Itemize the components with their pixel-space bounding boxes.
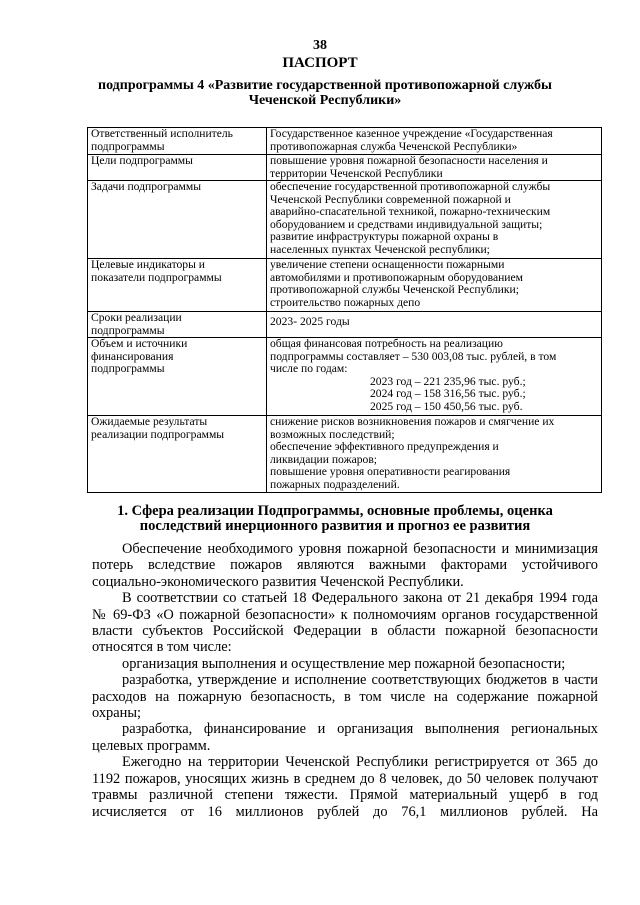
subtitle-line: Чеченской Республики» (248, 93, 402, 108)
value-line: Чеченской Республики современной пожарной и (270, 192, 511, 206)
funding-year-line: 2025 год – 150 450,56 тыс. руб. (370, 399, 523, 413)
label-line: подпрограммы (91, 139, 165, 153)
value-line: пожарных подразделений. (270, 477, 400, 491)
table-row (88, 416, 602, 493)
label-line: финансирования (91, 349, 174, 363)
value-line: аварийно-спасательной техникой, пожарно-техническим (270, 205, 551, 218)
row-value (267, 416, 602, 493)
label-line: Задачи подпрограммы (91, 180, 201, 193)
funding-year-line: 2023 год – 221 235,96 тыс. руб.; (370, 374, 526, 388)
paragraph: организация выполнения и осуществление мер пожарной безопасности; (122, 655, 566, 672)
passport-table (87, 127, 602, 493)
heading-line: 1. Сфера реализации Подпрограммы, основные проблемы, оценка (117, 503, 553, 519)
section-body (92, 541, 598, 820)
table-row (88, 128, 602, 155)
value-line: автомобилями и противопожарным оборудованием (270, 270, 523, 284)
label-line: Объем и источники (91, 337, 188, 350)
section-heading (95, 504, 575, 534)
label-line: реализации подпрограммы (91, 427, 225, 441)
row-value (267, 128, 602, 155)
row-value (267, 338, 602, 416)
label-line: Сроки реализации (91, 311, 182, 324)
value-line: повышение уровня пожарной безопасности населения и (270, 154, 548, 167)
value-line: общая финансовая потребность на реализацию (270, 337, 503, 350)
value-line: обеспечение государственной противопожарной службы (270, 180, 551, 193)
value-line: противопожарная служба Чеченской Республики» (270, 139, 518, 153)
row-label (88, 155, 267, 181)
value-line: обеспечение эффективного предупреждения и (270, 440, 499, 453)
value-line: Государственное казенное учреждение «Государственная (270, 127, 553, 140)
table-row (88, 155, 602, 181)
label-line: подпрограммы (91, 362, 165, 375)
row-label (88, 259, 267, 312)
value-line: развитие инфраструктуры пожарной охраны в (270, 230, 499, 243)
row-value (267, 312, 602, 338)
row-value (267, 259, 602, 312)
row-label (88, 416, 267, 493)
value-line: повышение уровня оперативности реагирования (270, 465, 511, 478)
value-line: населенных пунктах Чеченской республики; (270, 242, 490, 256)
value-line: ликвидации пожаров; (270, 452, 378, 466)
funding-year-line: 2024 год – 158 316,56 тыс. руб.; (370, 387, 526, 400)
subtitle-line: подпрограммы 4 «Развитие государственной противопожарной службы (98, 78, 552, 93)
page-number: 38 (313, 38, 327, 53)
paragraph: Ежегодно на территории Чеченской Республики регистрируется от 365 до 1192 пожаров, уносящих жизнь в среднем до 8 человек, до 50 человек получают травмы различной степени тяжести. Прямой материальный ущерб в год исчисляется от 16 миллионов рублей до 76,1 миллионов рублей. На (92, 754, 598, 820)
row-label (88, 338, 267, 416)
label-line: Цели подпрограммы (91, 154, 193, 167)
value-line: подпрограммы составляет – 530 003,08 тыс. рублей, в том (270, 349, 557, 363)
label-line: показатели подпрограммы (91, 270, 222, 284)
row-label (88, 312, 267, 338)
value-line: 2023- 2025 годы (270, 315, 350, 328)
value-line: территории Чеченской Республики (270, 166, 443, 180)
table-row (88, 338, 602, 416)
value-line: числе по годам: (270, 362, 348, 375)
value-line: увеличение степени оснащенности пожарными (270, 258, 505, 271)
table-row (88, 181, 602, 259)
document-subtitle (90, 78, 560, 108)
table-row (88, 259, 602, 312)
paragraph: В соответствии со статьей 18 Федерального закона от 21 декабря 1994 года № 69-ФЗ «О пожарной безопасности» к полномочиям органов государственной власти субъектов Российской Федерации в области пожарной безопасности относятся в том числе: (92, 590, 598, 656)
row-label (88, 128, 267, 155)
value-line: возможных последствий; (270, 427, 395, 441)
row-label (88, 181, 267, 259)
document-title: ПАСПОРТ (282, 55, 358, 71)
value-line: противопожарной службы Чеченской Республики; (270, 283, 519, 296)
row-value (267, 155, 602, 181)
paragraph: разработка, финансирование и организация выполнения региональных целевых программ. (92, 721, 598, 754)
table-row (88, 312, 602, 338)
paragraph: Обеспечение необходимого уровня пожарной безопасности и минимизация потерь вследствие пожаров являются важными факторами устойчивого социально-экономического развития Чеченской Республики. (92, 541, 598, 590)
label-line: Ожидаемые результаты (91, 415, 208, 428)
value-line: снижение рисков возникновения пожаров и смягчение их (270, 415, 555, 428)
row-value (267, 181, 602, 259)
value-line: оборудованием и средствами индивидуальной защиты; (270, 217, 543, 231)
label-line: Целевые индикаторы и (91, 258, 205, 271)
label-line: Ответственный исполнитель (91, 127, 233, 140)
heading-line: последствий инерционного развития и прогноз ее развития (139, 518, 531, 534)
label-line: подпрограммы (91, 323, 165, 337)
value-line: строительство пожарных депо (270, 295, 421, 309)
paragraph: разработка, утверждение и исполнение соответствующих бюджетов в части расходов на пожарную безопасность, в том числе на содержание пожарной охраны; (92, 672, 598, 722)
